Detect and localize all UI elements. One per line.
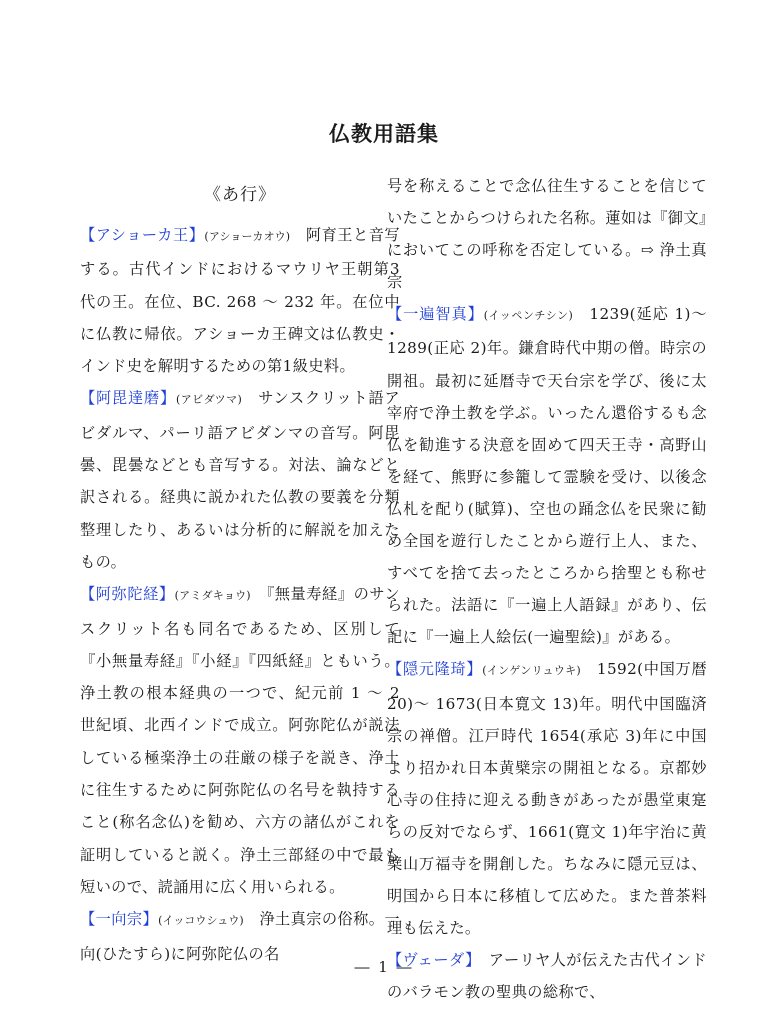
entry-body: 1592(中国万暦 20)～ 1673(日本寛文 13)年。明代中国臨済宗の禅僧。江戸時代 1654(承応 3)年に中国より招かれ日本黄檗宗の開祖となる。京都妙心寺の住持に迎える動きがあったが愚堂東寔らの反対でならず、1661(寛文 1)年宇治に黄檗山万福寺を開創した。ちなみに隠元豆は、明国から日本に移植して広めた。また普茶料理も伝えた。 xyxy=(387,660,707,938)
entry-body: サンスクリット語アビダルマ、パーリ語アビダンマの音写。阿毘曇、毘曇などとも音写する。対法、論などと訳される。経典に説かれた仏教の要義を分類整理したり、あるいは分析的に解説を加えたもの。 xyxy=(80,389,400,571)
glossary-entry xyxy=(387,944,707,1008)
entry-reading: (イッペンチシン) xyxy=(483,309,573,323)
glossary-entry xyxy=(387,653,707,944)
entry-term: 【ヴェーダ】 xyxy=(387,951,474,970)
glossary-entry xyxy=(387,298,707,653)
entry-body: アーリヤ人が伝えた古代インドのバラモン教の聖典の総称で、 xyxy=(387,951,707,1002)
left-column xyxy=(80,177,400,970)
entry-term: 【阿毘達磨】 xyxy=(80,389,177,408)
page-title: 仏教用語集 xyxy=(329,121,439,146)
entry-term: 【一遍智真】 xyxy=(387,305,484,324)
entry-term: 【一向宗】 xyxy=(80,910,159,929)
entry-reading: (アビダツマ) xyxy=(176,393,242,407)
entry-reading: (アミダキョウ) xyxy=(174,589,251,603)
entry-term: 【隠元隆琦】 xyxy=(387,660,483,679)
entry-reading: (インゲンリュウキ) xyxy=(482,664,581,678)
entry-reading: (アショーカオウ) xyxy=(204,230,291,243)
glossary-entry xyxy=(80,382,400,578)
entry-body: 号を称えることで念仏往生することを信じていたことからつけられた名称。蓮如は『御文』においてこの呼称を否定している。⇨ 浄土真宗 xyxy=(387,177,707,292)
right-column xyxy=(387,170,707,1008)
entry-body: 『無量寿経』のサンスクリット名も同名であるため、区別して『小無量寿経』『小経』『四紙経』ともいう。浄土教の根本経典の一つで、紀元前 1 ～ 2 世紀頃、北西インドで成立。阿弥陀仏が説法している極楽浄土の荘厳の様子を説き、浄土に往生するために阿弥陀仏の名号を執持すること(称名念仏)を勧め、六方の諸仏がこれを証明していると説く。浄土三部経の中で最も短いので、読誦用に広く用いられる。 xyxy=(80,585,400,896)
glossary-entry-continued xyxy=(387,170,707,298)
entry-body: 1239(延応 1)～ 1289(正応 2)年。鎌倉時代中期の僧。時宗の開祖。最初に延暦寺で天台宗を学び、後に太宰府で浄土教を学ぶ。いったん還俗するも念仏を勧進する決意を固めて四天王寺・高野山を経て、熊野に参籠して霊験を受け、以後念仏札を配り(賦算)、空也の踊念仏を民衆に勧め全国を遊行したことから遊行上人、また、すべてを捨て去ったところから捨聖とも称せられた。法語に『一遍上人語録』があり、伝記に『一遍上人絵伝(一遍聖絵)』がある。 xyxy=(387,305,707,647)
section-heading: 《あ行》 xyxy=(204,185,276,205)
page-number: ― 1 ― xyxy=(354,958,414,976)
glossary-entry xyxy=(80,578,400,903)
glossary-entry xyxy=(80,219,400,382)
entry-term: 【阿弥陀経】 xyxy=(80,585,175,604)
entry-body: 浄土真宗の俗称。一向(ひたすら)に阿弥陀仏の名 xyxy=(80,910,401,963)
entry-term: 【アショーカ王】 xyxy=(80,226,205,244)
entry-body: 阿育王と音写する。古代インドにおけるマウリヤ王朝第3代の王。在位、BC. 268 ～ 232 年。在位中に仏教に帰依。アショーカ王碑文は仏教史・インド史を解明するための第1級史料。 xyxy=(80,226,401,376)
entry-reading: (イッコウシュウ) xyxy=(158,914,244,928)
